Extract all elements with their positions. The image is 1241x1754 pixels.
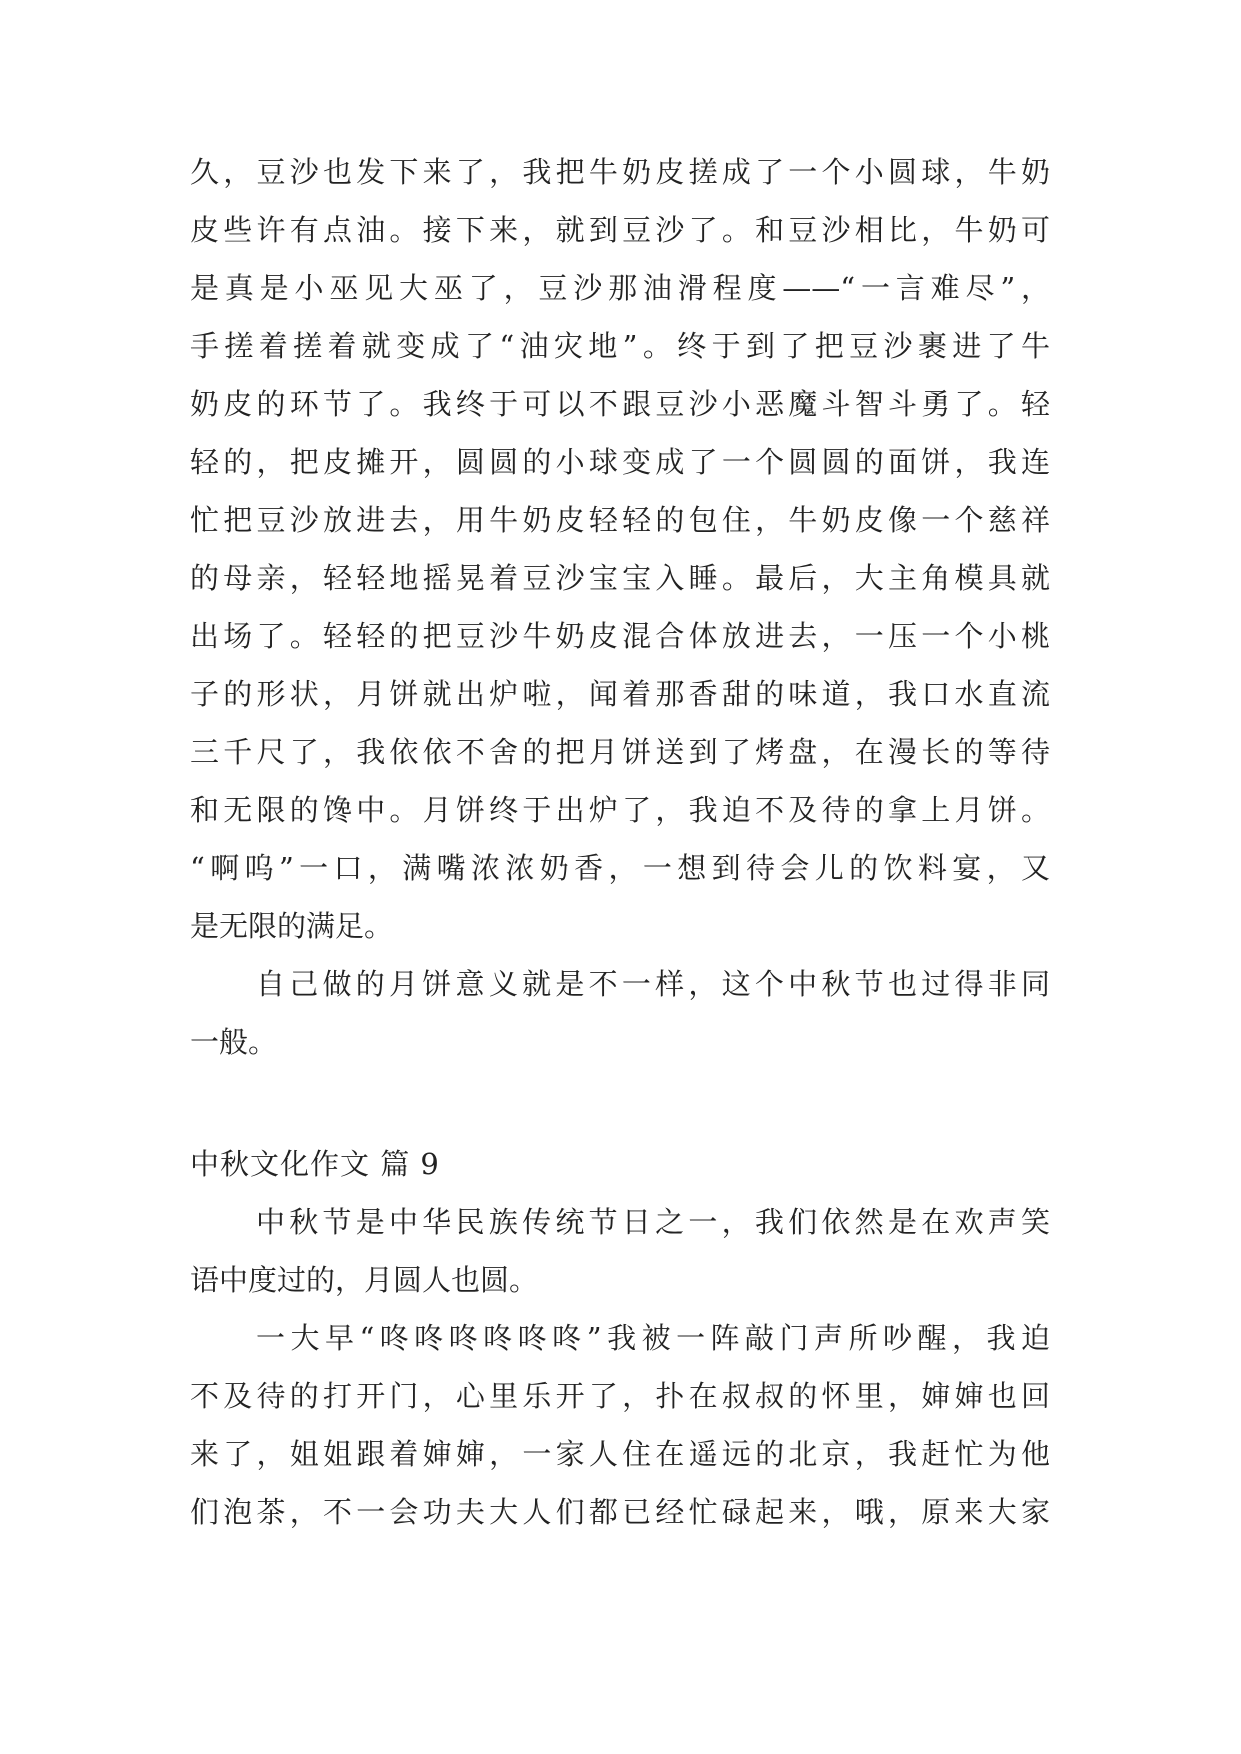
paragraph-line: 三千尺了，我依依不舍的把月饼送到了烤盘，在漫长的等待: [190, 735, 1050, 769]
paragraph-line: 们泡茶，不一会功夫大人们都已经忙碌起来，哦，原来大家: [190, 1495, 1050, 1529]
paragraph-line: 皮些许有点油。接下来，就到豆沙了。和豆沙相比，牛奶可: [190, 213, 1050, 247]
paragraph-line: 忙把豆沙放进去，用牛奶皮轻轻的包住，牛奶皮像一个慈祥: [190, 503, 1050, 537]
paragraph-line: 和无限的馋中。月饼终于出炉了，我迫不及待的拿上月饼。: [190, 793, 1050, 827]
paragraph-line: 是真是小巫见大巫了，豆沙那油滑程度——“一言难尽”，: [190, 271, 1050, 305]
section-heading: 中秋文化作文 篇 9: [190, 1147, 440, 1181]
paragraph-line: 奶皮的环节了。我终于可以不跟豆沙小恶魔斗智斗勇了。轻: [190, 387, 1050, 421]
paragraph-line: 中秋节是中华民族传统节日之一，我们依然是在欢声笑: [256, 1205, 1050, 1239]
paragraph-line: “啊呜”一口，满嘴浓浓奶香，一想到待会儿的饮料宴，又: [190, 851, 1050, 885]
paragraph-line: 自己做的月饼意义就是不一样，这个中秋节也过得非同: [256, 967, 1050, 1001]
paragraph-line: 出场了。轻轻的把豆沙牛奶皮混合体放进去，一压一个小桃: [190, 619, 1050, 653]
paragraph-line: 子的形状，月饼就出炉啦，闻着那香甜的味道，我口水直流: [190, 677, 1050, 711]
paragraph-line: 轻的，把皮摊开，圆圆的小球变成了一个圆圆的面饼，我连: [190, 445, 1050, 479]
paragraph-line: 久，豆沙也发下来了，我把牛奶皮搓成了一个小圆球，牛奶: [190, 155, 1050, 189]
paragraph-line: 语中度过的，月圆人也圆。: [190, 1263, 539, 1297]
paragraph-line: 的母亲，轻轻地摇晃着豆沙宝宝入睡。最后，大主角模具就: [190, 561, 1050, 595]
paragraph-line: 是无限的满足。: [190, 909, 394, 943]
paragraph-line: 手搓着搓着就变成了“油灾地”。终于到了把豆沙裹进了牛: [190, 329, 1050, 363]
paragraph-line: 一般。: [190, 1025, 278, 1059]
paragraph-line: 不及待的打开门，心里乐开了，扑在叔叔的怀里，婶婶也回: [190, 1379, 1050, 1413]
paragraph-line: 来了，姐姐跟着婶婶，一家人住在遥远的北京，我赶忙为他: [190, 1437, 1050, 1471]
paragraph-line: 一大早“咚咚咚咚咚咚”我被一阵敲门声所吵醒，我迫: [256, 1321, 1050, 1355]
